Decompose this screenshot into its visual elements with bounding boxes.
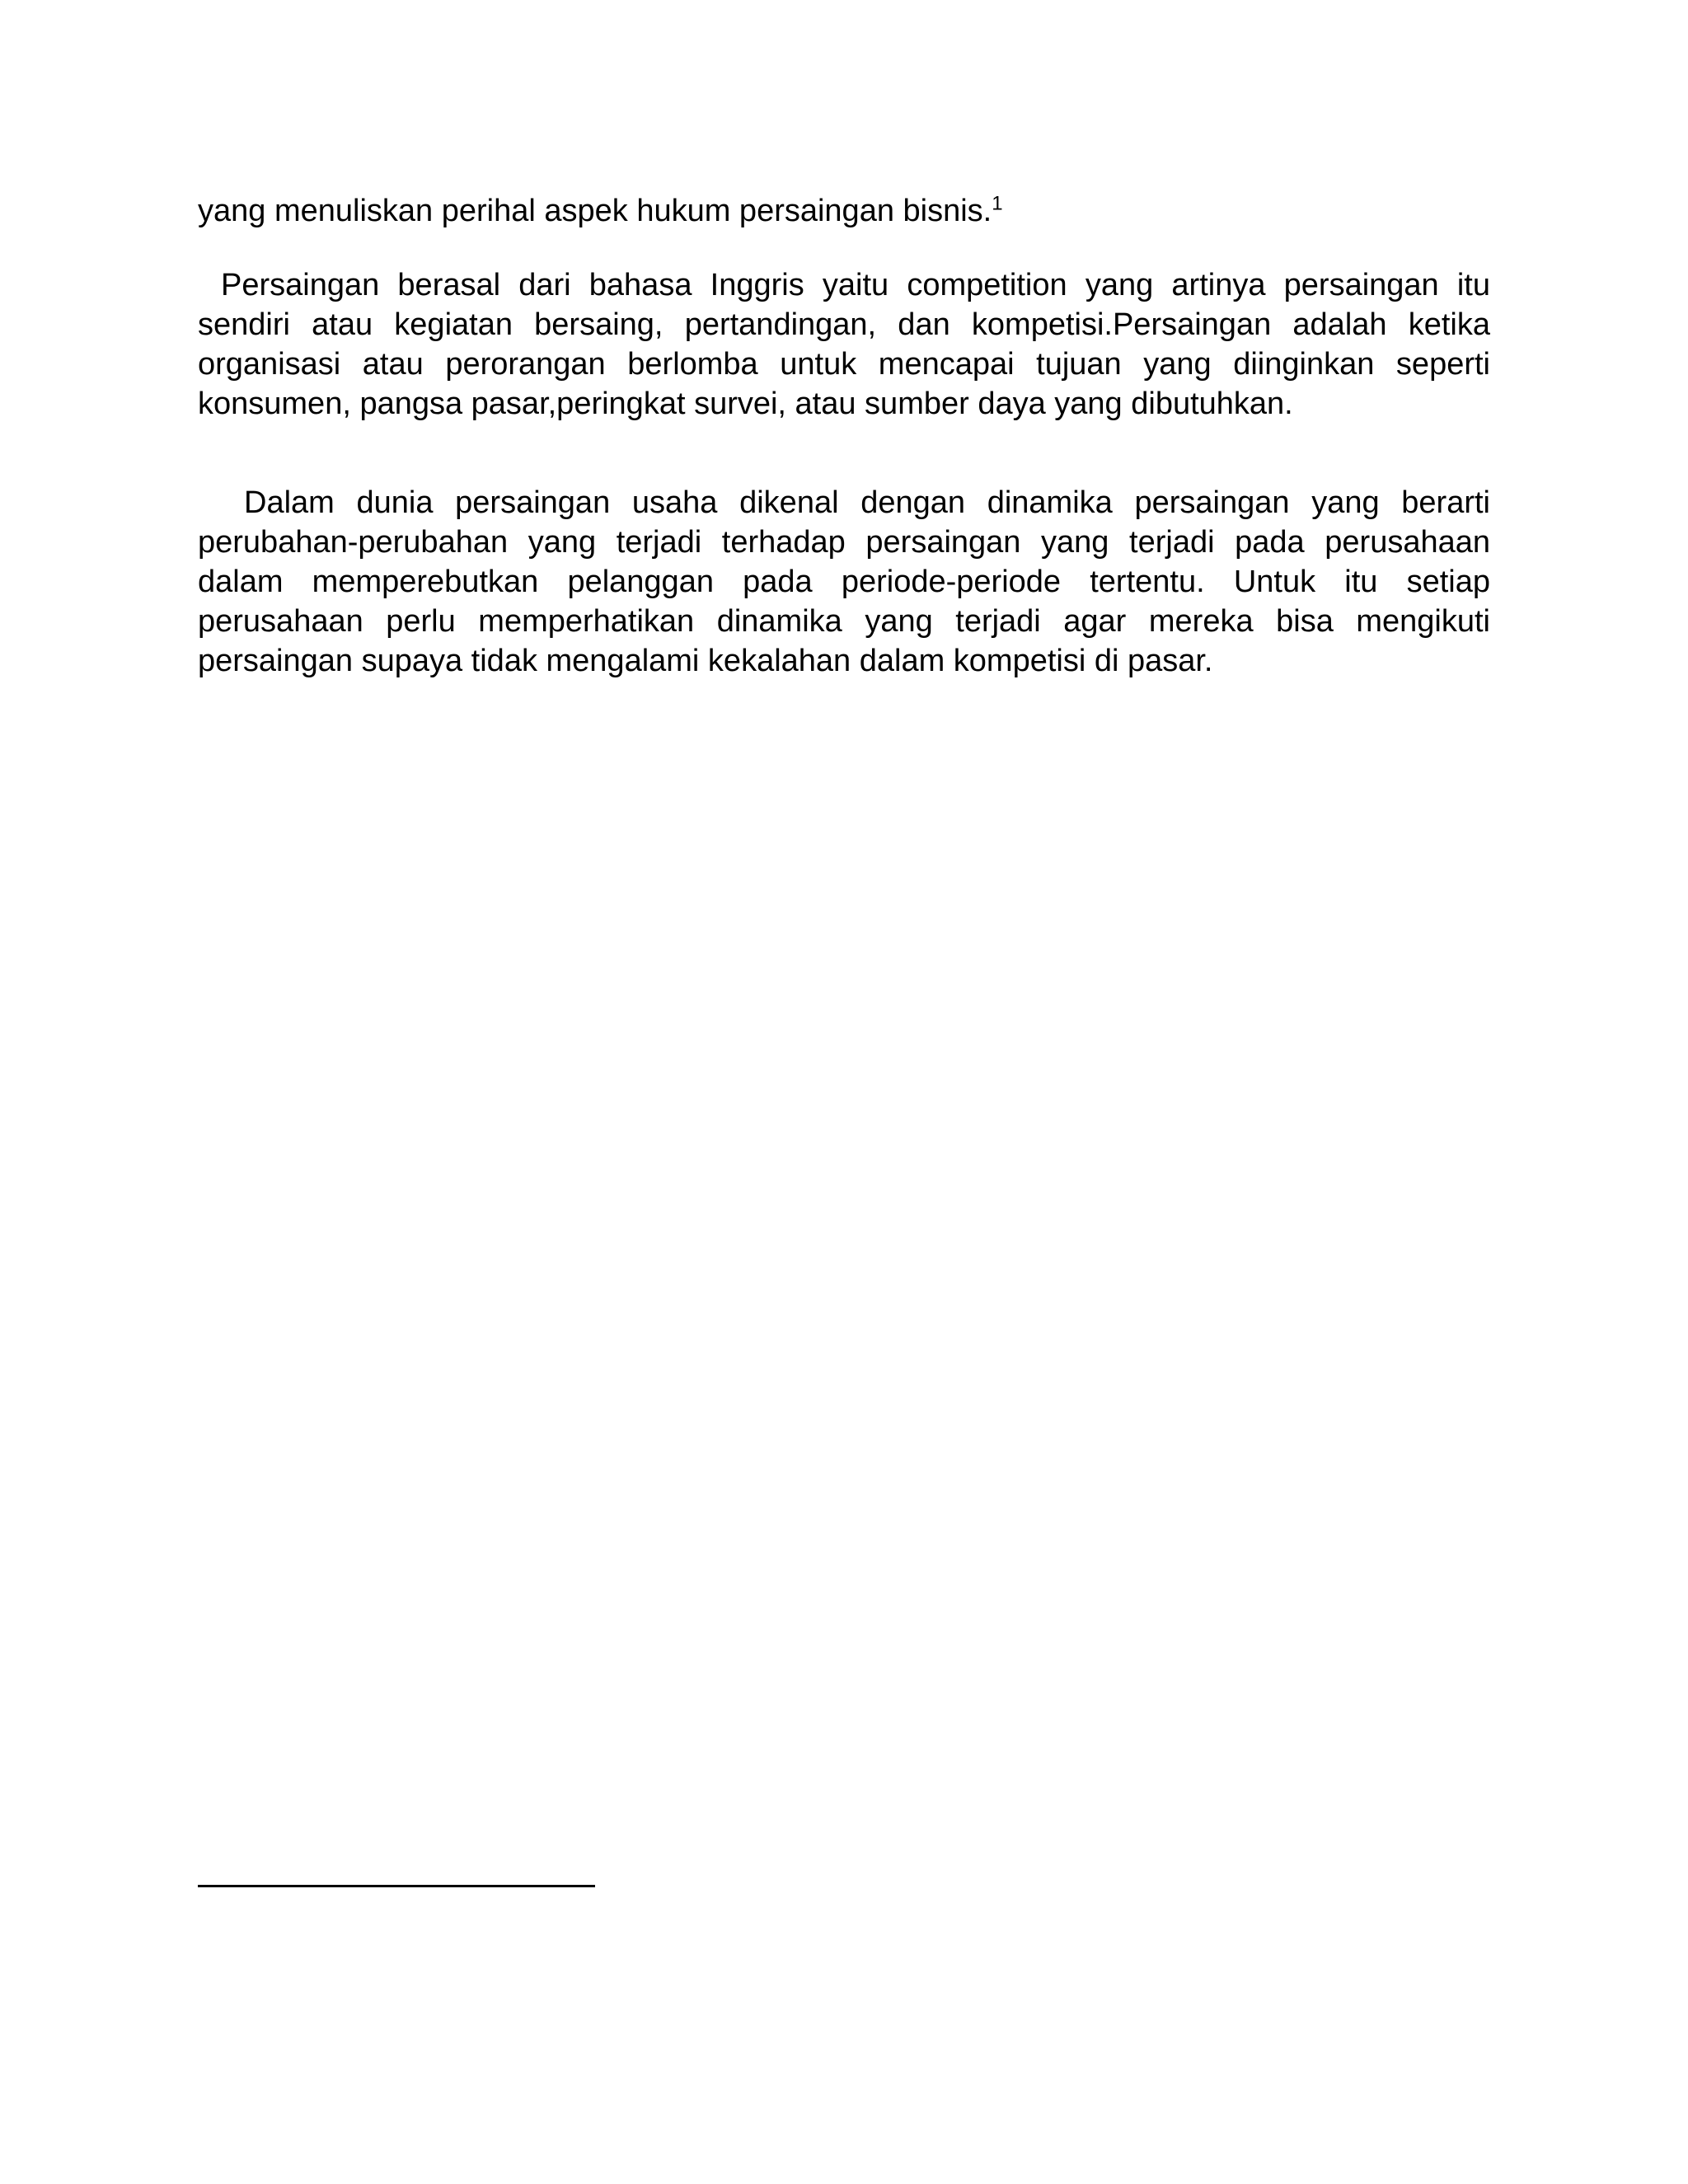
paragraph-persaingan-definition: Persaingan berasal dari bahasa Inggris yaitu competition yang artinya persaingan itu sendiri atau kegiatan bersaing, pertandingan, dan kompetisi.Persaingan adalah ketika organisasi atau perorangan berlomba untuk mencapai tujuan yang diinginkan seperti konsumen, pangsa pasar,peringkat survei, atau sumber daya yang dibutuhkan. [198, 268, 1490, 421]
document-body [198, 191, 1490, 681]
paragraph-dinamika-persaingan: Dalam dunia persaingan usaha dikenal dengan dinamika persaingan yang berarti perubahan-perubahan yang terjadi terhadap persaingan yang terjadi pada perusahaan dalam memperebutkan pelanggan pada periode-periode tertentu. Untuk itu setiap perusahaan perlu memperhatikan dinamika yang terjadi agar mereka bisa mengikuti persaingan supaya tidak mengalami kekalahan dalam kompetisi di pasar. [198, 485, 1490, 678]
continued-text: yang menuliskan perihal aspek hukum persaingan bisnis. [198, 194, 992, 228]
footnote-separator [198, 1885, 595, 1887]
footnote-reference: 1 [992, 192, 1003, 215]
continued-text-line [198, 191, 1490, 231]
